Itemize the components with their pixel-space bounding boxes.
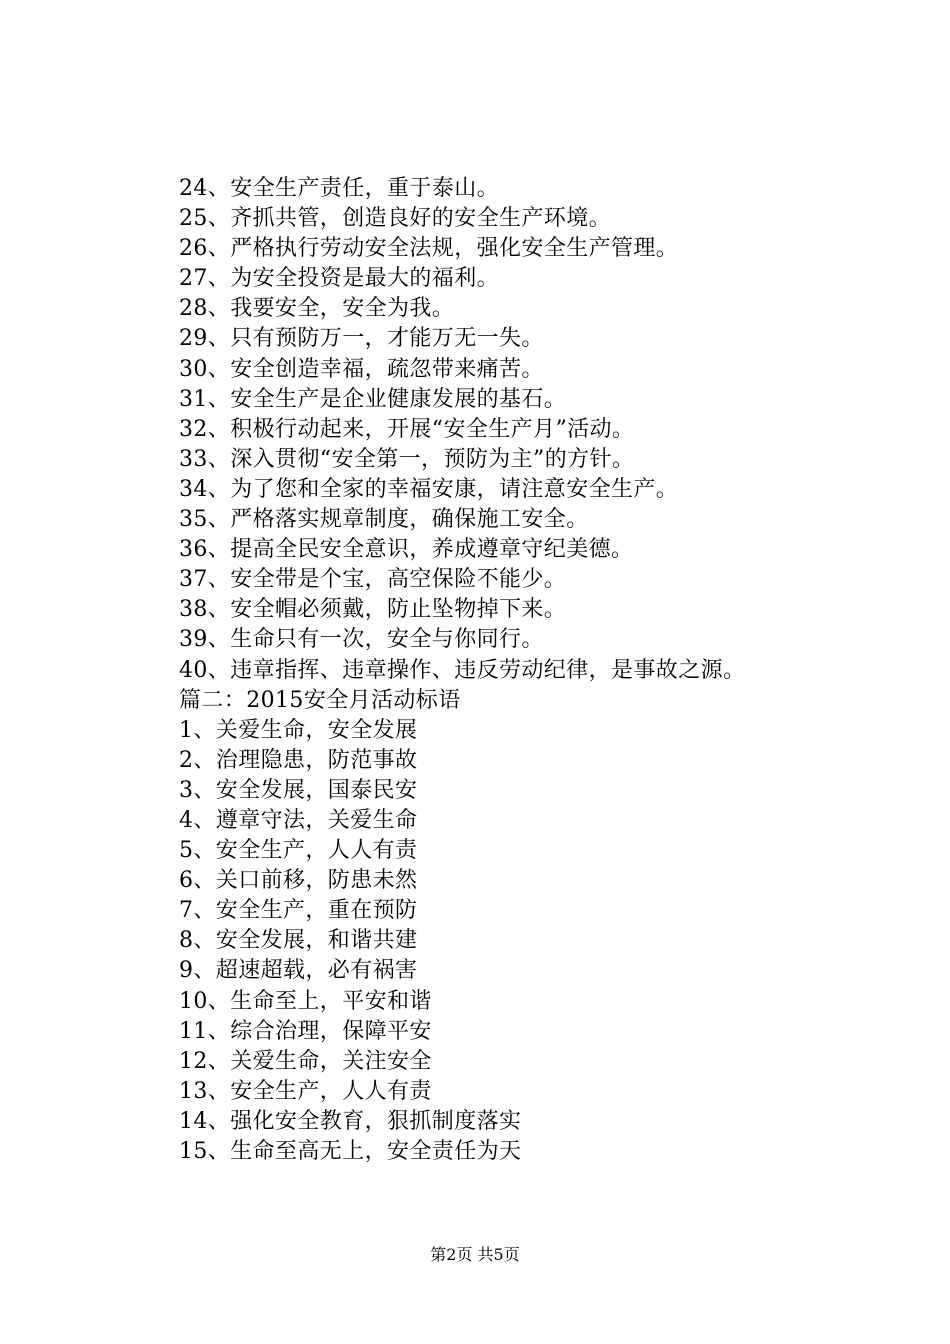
text-line: 29、只有预防万一，才能万无一失。 [179,326,544,352]
text-line: 3、安全发展，国泰民安 [179,777,418,803]
text-line: 37、安全带是个宝，高空保险不能少。 [179,567,567,593]
text-line: 32、积极行动起来，开展“安全生产月”活动。 [179,416,635,442]
text-line: 33、深入贯彻“安全第一，预防为主”的方针。 [179,446,635,472]
text-line: 2、治理隐患，防范事故 [179,747,418,773]
text-line: 10、生命至上，平安和谐 [179,988,432,1014]
text-line: 31、安全生产是企业健康发展的基石。 [179,386,567,412]
text-line: 4、遵章守法，关爱生命 [179,807,418,833]
text-line: 6、关口前移，防患未然 [179,868,418,894]
text-line: 38、安全帽必须戴，防止坠物掉下来。 [179,597,567,623]
text-line: 12、关爱生命，关注安全 [179,1048,432,1074]
text-line: 28、我要安全，安全为我。 [179,296,455,322]
text-line: 25、齐抓共管，创造良好的安全生产环境。 [179,206,611,232]
text-line: 9、超速超载，必有祸害 [179,958,418,984]
text-line: 35、严格落实规章制度，确保施工安全。 [179,507,589,533]
text-line: 11、综合治理，保障平安 [179,1018,432,1044]
text-line: 8、安全发展，和谐共建 [179,928,418,954]
text-line: 26、严格执行劳动安全法规，强化安全生产管理。 [179,236,679,262]
text-line: 36、提高全民安全意识，养成遵章守纪美德。 [179,537,634,563]
text-line: 24、安全生产责任，重于泰山。 [179,176,499,201]
page-footer: 第2页 共5页 [430,1245,520,1264]
text-line: 13、安全生产，人人有责 [179,1078,432,1104]
text-line: 7、安全生产，重在预防 [179,898,418,924]
document-body [179,174,879,1167]
text-line: 30、安全创造幸福，疏忽带来痛苦。 [179,356,544,382]
text-line: 40、违章指挥、违章操作、违反劳动纪律，是事故之源。 [179,657,746,683]
text-line: 15、生命至高无上，安全责任为天 [179,1139,522,1164]
text-line: 1、关爱生命，安全发展 [179,717,418,743]
section-heading: 篇二：2015安全月活动标语 [179,687,461,713]
text-line: 5、安全生产，人人有责 [179,838,418,864]
text-line: 14、强化安全教育，狠抓制度落实 [179,1108,522,1134]
text-line: 27、为安全投资是最大的福利。 [179,266,499,292]
text-line: 34、为了您和全家的幸福安康，请注意安全生产。 [179,476,679,502]
text-line: 39、生命只有一次，安全与你同行。 [179,627,544,653]
